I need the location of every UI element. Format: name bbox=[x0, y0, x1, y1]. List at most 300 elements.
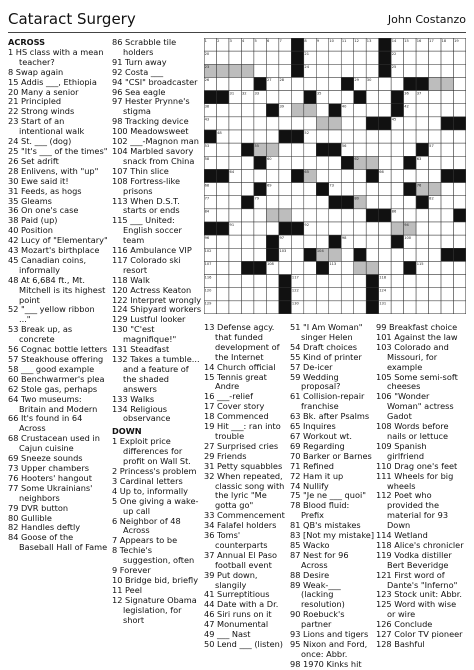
grid-cell[interactable] bbox=[404, 51, 416, 64]
grid-cell-black bbox=[379, 209, 391, 222]
grid-cell[interactable] bbox=[304, 196, 316, 209]
grid-cell-shaded[interactable] bbox=[279, 209, 291, 222]
grid-cell[interactable] bbox=[266, 196, 278, 209]
grid-cell[interactable] bbox=[404, 275, 416, 288]
grid-cell[interactable] bbox=[366, 222, 378, 235]
grid-cell[interactable] bbox=[229, 117, 241, 130]
grid-cell[interactable] bbox=[429, 209, 441, 222]
grid-cell[interactable] bbox=[229, 248, 241, 261]
grid-cell[interactable] bbox=[254, 209, 266, 222]
grid-cell[interactable] bbox=[404, 143, 416, 156]
grid-cell[interactable] bbox=[229, 235, 241, 248]
grid-cell[interactable] bbox=[304, 117, 316, 130]
grid-cell[interactable] bbox=[329, 51, 341, 64]
grid-cell[interactable] bbox=[279, 143, 291, 156]
grid-cell[interactable] bbox=[316, 222, 328, 235]
grid-cell[interactable] bbox=[416, 275, 428, 288]
grid-cell-shaded[interactable] bbox=[304, 104, 316, 117]
grid-cell[interactable] bbox=[454, 104, 466, 117]
grid-cell[interactable] bbox=[354, 51, 366, 64]
grid-cell[interactable] bbox=[441, 91, 453, 104]
grid-cell[interactable] bbox=[241, 117, 253, 130]
grid-cell[interactable] bbox=[391, 130, 403, 143]
grid-cell-number: 79 bbox=[254, 196, 260, 201]
grid-cell[interactable] bbox=[404, 64, 416, 77]
grid-cell[interactable] bbox=[229, 183, 241, 196]
grid-cell[interactable] bbox=[316, 104, 328, 117]
grid-cell[interactable] bbox=[354, 143, 366, 156]
grid-cell[interactable] bbox=[404, 301, 416, 314]
grid-cell[interactable] bbox=[241, 51, 253, 64]
grid-svg[interactable] bbox=[204, 38, 466, 314]
grid-cell[interactable] bbox=[379, 248, 391, 261]
grid-cell[interactable] bbox=[229, 196, 241, 209]
grid-cell[interactable] bbox=[441, 288, 453, 301]
grid-cell[interactable] bbox=[279, 183, 291, 196]
grid-cell[interactable] bbox=[454, 301, 466, 314]
grid-cell[interactable] bbox=[216, 301, 228, 314]
grid-cell[interactable] bbox=[229, 156, 241, 169]
grid-cell[interactable] bbox=[329, 222, 341, 235]
grid-cell[interactable] bbox=[316, 130, 328, 143]
grid-cell[interactable] bbox=[416, 301, 428, 314]
grid-cell[interactable] bbox=[229, 143, 241, 156]
grid-cell-number: 64 bbox=[229, 170, 235, 175]
grid-cell[interactable] bbox=[241, 288, 253, 301]
grid-cell[interactable] bbox=[304, 288, 316, 301]
grid-cell[interactable] bbox=[429, 91, 441, 104]
grid-cell[interactable] bbox=[429, 64, 441, 77]
grid-cell[interactable] bbox=[229, 301, 241, 314]
grid-cell[interactable] bbox=[341, 91, 353, 104]
grid-cell[interactable] bbox=[416, 104, 428, 117]
grid-cell[interactable] bbox=[454, 143, 466, 156]
grid-cell[interactable] bbox=[441, 196, 453, 209]
grid-cell[interactable] bbox=[216, 143, 228, 156]
grid-cell[interactable] bbox=[354, 235, 366, 248]
grid-cell[interactable] bbox=[241, 248, 253, 261]
grid-cell[interactable] bbox=[254, 275, 266, 288]
grid-cell[interactable] bbox=[441, 261, 453, 274]
grid-cell[interactable] bbox=[229, 130, 241, 143]
grid-cell[interactable] bbox=[316, 169, 328, 182]
grid-cell[interactable] bbox=[341, 248, 353, 261]
grid-cell[interactable] bbox=[416, 64, 428, 77]
grid-cell[interactable] bbox=[316, 64, 328, 77]
grid-cell[interactable] bbox=[254, 235, 266, 248]
grid-cell-number: 12 bbox=[354, 38, 359, 43]
grid-cell-shaded[interactable] bbox=[441, 77, 453, 90]
grid-cell[interactable] bbox=[454, 51, 466, 64]
grid-cell[interactable] bbox=[316, 288, 328, 301]
grid-cell[interactable] bbox=[429, 301, 441, 314]
grid-cell[interactable] bbox=[366, 91, 378, 104]
grid-cell[interactable] bbox=[429, 248, 441, 261]
grid-cell[interactable] bbox=[329, 301, 341, 314]
grid-cell[interactable] bbox=[391, 275, 403, 288]
grid-cell[interactable] bbox=[279, 156, 291, 169]
grid-cell[interactable] bbox=[266, 222, 278, 235]
grid-cell[interactable] bbox=[391, 183, 403, 196]
grid-cell[interactable] bbox=[304, 143, 316, 156]
grid-cell[interactable] bbox=[241, 77, 253, 90]
grid-cell[interactable] bbox=[354, 64, 366, 77]
grid-cell[interactable] bbox=[454, 91, 466, 104]
clue-item: 79 DVR button bbox=[8, 502, 69, 513]
grid-cell[interactable] bbox=[329, 169, 341, 182]
grid-cell[interactable] bbox=[441, 209, 453, 222]
grid-cell-shaded[interactable] bbox=[354, 261, 366, 274]
grid-cell[interactable] bbox=[291, 117, 303, 130]
grid-cell[interactable] bbox=[391, 248, 403, 261]
grid-cell[interactable] bbox=[279, 64, 291, 77]
grid-cell[interactable] bbox=[416, 130, 428, 143]
grid-cell[interactable] bbox=[454, 156, 466, 169]
grid-cell-black bbox=[379, 64, 391, 77]
grid-cell[interactable] bbox=[241, 130, 253, 143]
grid-cell[interactable] bbox=[316, 235, 328, 248]
grid-cell[interactable] bbox=[416, 51, 428, 64]
grid-cell[interactable] bbox=[241, 235, 253, 248]
grid-cell[interactable] bbox=[354, 209, 366, 222]
grid-cell[interactable] bbox=[291, 91, 303, 104]
grid-cell[interactable] bbox=[354, 183, 366, 196]
grid-cell[interactable] bbox=[304, 209, 316, 222]
grid-cell[interactable] bbox=[379, 143, 391, 156]
grid-cell[interactable] bbox=[216, 235, 228, 248]
grid-cell[interactable] bbox=[429, 104, 441, 117]
grid-cell[interactable] bbox=[254, 288, 266, 301]
grid-cell[interactable] bbox=[216, 183, 228, 196]
grid-cell[interactable] bbox=[441, 104, 453, 117]
grid-cell-shaded[interactable] bbox=[429, 183, 441, 196]
grid-cell[interactable] bbox=[241, 222, 253, 235]
grid-cell[interactable] bbox=[404, 209, 416, 222]
grid-cell[interactable] bbox=[441, 222, 453, 235]
grid-cell[interactable] bbox=[416, 209, 428, 222]
grid-cell[interactable] bbox=[316, 77, 328, 90]
grid-cell[interactable] bbox=[441, 301, 453, 314]
grid-cell[interactable] bbox=[366, 130, 378, 143]
grid-cell[interactable] bbox=[304, 77, 316, 90]
grid-cell[interactable] bbox=[429, 235, 441, 248]
grid-cell[interactable] bbox=[454, 196, 466, 209]
grid-cell[interactable] bbox=[379, 156, 391, 169]
grid-cell[interactable] bbox=[216, 275, 228, 288]
grid-cell[interactable] bbox=[329, 156, 341, 169]
grid-cell[interactable] bbox=[454, 235, 466, 248]
grid-cell[interactable] bbox=[316, 275, 328, 288]
grid-cell[interactable] bbox=[304, 275, 316, 288]
grid-cell[interactable] bbox=[354, 275, 366, 288]
grid-cell-shaded[interactable] bbox=[266, 209, 278, 222]
clue-item: 124 Shipyard workers bbox=[112, 304, 202, 315]
grid-cell[interactable] bbox=[379, 222, 391, 235]
grid-cell[interactable] bbox=[416, 169, 428, 182]
grid-cell[interactable] bbox=[279, 51, 291, 64]
grid-cell[interactable] bbox=[366, 64, 378, 77]
grid-cell[interactable] bbox=[379, 91, 391, 104]
grid-cell-shaded[interactable] bbox=[266, 143, 278, 156]
grid-cell[interactable] bbox=[304, 261, 316, 274]
grid-cell[interactable] bbox=[241, 275, 253, 288]
grid-cell[interactable] bbox=[279, 261, 291, 274]
grid-cell[interactable] bbox=[216, 196, 228, 209]
grid-cell[interactable] bbox=[241, 169, 253, 182]
grid-cell[interactable] bbox=[341, 169, 353, 182]
grid-cell[interactable] bbox=[416, 248, 428, 261]
grid-cell[interactable] bbox=[391, 261, 403, 274]
grid-cell[interactable] bbox=[291, 77, 303, 90]
grid-cell[interactable] bbox=[304, 301, 316, 314]
grid-cell[interactable] bbox=[429, 117, 441, 130]
grid-cell[interactable] bbox=[366, 248, 378, 261]
grid-cell[interactable] bbox=[379, 77, 391, 90]
grid-cell[interactable] bbox=[379, 261, 391, 274]
grid-cell[interactable] bbox=[241, 209, 253, 222]
grid-cell[interactable] bbox=[266, 288, 278, 301]
grid-cell-shaded[interactable] bbox=[366, 261, 378, 274]
grid-cell[interactable] bbox=[429, 130, 441, 143]
grid-cell[interactable] bbox=[216, 248, 228, 261]
grid-cell[interactable] bbox=[341, 64, 353, 77]
grid-cell[interactable] bbox=[291, 196, 303, 209]
grid-cell[interactable] bbox=[454, 130, 466, 143]
grid-cell[interactable] bbox=[329, 91, 341, 104]
grid-cell[interactable] bbox=[279, 91, 291, 104]
grid-cell[interactable] bbox=[329, 288, 341, 301]
grid-cell[interactable] bbox=[379, 196, 391, 209]
grid-cell[interactable] bbox=[341, 117, 353, 130]
grid-cell[interactable] bbox=[391, 301, 403, 314]
grid-cell[interactable] bbox=[416, 222, 428, 235]
grid-cell[interactable] bbox=[291, 261, 303, 274]
grid-cell[interactable] bbox=[291, 156, 303, 169]
grid-cell[interactable] bbox=[441, 130, 453, 143]
grid-cell[interactable] bbox=[454, 275, 466, 288]
grid-cell[interactable] bbox=[291, 248, 303, 261]
grid-cell[interactable] bbox=[404, 117, 416, 130]
grid-cell[interactable] bbox=[366, 196, 378, 209]
grid-cell[interactable] bbox=[404, 196, 416, 209]
grid-cell-number: 3 bbox=[229, 38, 232, 43]
grid-cell[interactable] bbox=[254, 130, 266, 143]
grid-cell[interactable] bbox=[429, 222, 441, 235]
grid-cell[interactable] bbox=[254, 51, 266, 64]
grid-cell[interactable] bbox=[279, 169, 291, 182]
grid-cell[interactable] bbox=[341, 275, 353, 288]
grid-cell[interactable] bbox=[429, 169, 441, 182]
grid-cell[interactable] bbox=[429, 261, 441, 274]
grid-cell[interactable] bbox=[441, 156, 453, 169]
grid-cell[interactable] bbox=[366, 51, 378, 64]
grid-cell[interactable] bbox=[416, 288, 428, 301]
grid-cell[interactable] bbox=[254, 169, 266, 182]
grid-cell[interactable] bbox=[391, 156, 403, 169]
grid-cell-shaded[interactable] bbox=[329, 117, 341, 130]
grid-cell[interactable] bbox=[291, 143, 303, 156]
grid-cell-shaded[interactable] bbox=[241, 64, 253, 77]
grid-cell[interactable] bbox=[316, 51, 328, 64]
grid-cell-black bbox=[291, 169, 303, 182]
grid-cell[interactable] bbox=[229, 51, 241, 64]
grid-cell[interactable] bbox=[429, 51, 441, 64]
grid-cell[interactable] bbox=[404, 130, 416, 143]
grid-cell[interactable] bbox=[266, 64, 278, 77]
grid-cell-shaded[interactable] bbox=[329, 248, 341, 261]
grid-cell[interactable] bbox=[354, 222, 366, 235]
grid-cell[interactable] bbox=[216, 288, 228, 301]
grid-cell[interactable] bbox=[429, 275, 441, 288]
grid-cell[interactable] bbox=[229, 275, 241, 288]
grid-cell[interactable] bbox=[254, 301, 266, 314]
grid-cell[interactable] bbox=[391, 196, 403, 209]
grid-cell[interactable] bbox=[254, 222, 266, 235]
clue-item: 87 Nest for 96 Across bbox=[290, 549, 349, 570]
grid-cell[interactable] bbox=[341, 261, 353, 274]
clue-item: 7 Appears to be bbox=[112, 535, 178, 546]
grid-cell-shaded[interactable] bbox=[366, 156, 378, 169]
grid-cell[interactable] bbox=[391, 143, 403, 156]
grid-cell[interactable] bbox=[354, 130, 366, 143]
grid-cell[interactable] bbox=[216, 156, 228, 169]
clues-column-2 bbox=[112, 38, 202, 625]
grid-cell[interactable] bbox=[341, 301, 353, 314]
grid-cell[interactable] bbox=[341, 209, 353, 222]
grid-cell[interactable] bbox=[416, 117, 428, 130]
grid-cell[interactable] bbox=[454, 64, 466, 77]
grid-cell[interactable] bbox=[266, 51, 278, 64]
grid-cell[interactable] bbox=[266, 301, 278, 314]
grid-cell[interactable] bbox=[341, 183, 353, 196]
grid-cell[interactable] bbox=[266, 275, 278, 288]
grid-cell[interactable] bbox=[316, 156, 328, 169]
grid-cell[interactable] bbox=[266, 169, 278, 182]
grid-cell[interactable] bbox=[404, 288, 416, 301]
grid-cell[interactable] bbox=[241, 156, 253, 169]
grid-cell[interactable] bbox=[404, 169, 416, 182]
grid-cell[interactable] bbox=[241, 301, 253, 314]
grid-cell[interactable] bbox=[366, 183, 378, 196]
grid-cell[interactable] bbox=[316, 196, 328, 209]
grid-cell[interactable] bbox=[266, 91, 278, 104]
grid-cell-shaded[interactable] bbox=[391, 222, 403, 235]
grid-cell-shaded[interactable] bbox=[216, 64, 228, 77]
grid-cell[interactable] bbox=[441, 235, 453, 248]
grid-cell[interactable] bbox=[241, 183, 253, 196]
grid-cell[interactable] bbox=[366, 143, 378, 156]
grid-cell-black bbox=[341, 77, 353, 90]
grid-cell[interactable] bbox=[354, 288, 366, 301]
grid-cell[interactable] bbox=[229, 77, 241, 90]
grid-cell[interactable] bbox=[341, 222, 353, 235]
grid-cell[interactable] bbox=[354, 104, 366, 117]
grid-cell[interactable] bbox=[216, 77, 228, 90]
grid-cell[interactable] bbox=[354, 301, 366, 314]
grid-cell[interactable] bbox=[316, 301, 328, 314]
grid-cell[interactable] bbox=[429, 156, 441, 169]
grid-cell[interactable] bbox=[379, 235, 391, 248]
grid-cell[interactable] bbox=[304, 235, 316, 248]
grid-cell[interactable] bbox=[304, 156, 316, 169]
grid-cell[interactable] bbox=[216, 209, 228, 222]
grid-cell[interactable] bbox=[329, 130, 341, 143]
grid-cell[interactable] bbox=[391, 77, 403, 90]
grid-cell[interactable] bbox=[291, 183, 303, 196]
grid-cell[interactable] bbox=[329, 209, 341, 222]
grid-cell[interactable] bbox=[279, 117, 291, 130]
grid-cell-shaded[interactable] bbox=[316, 117, 328, 130]
grid-cell[interactable] bbox=[341, 130, 353, 143]
grid-cell-number: 117 bbox=[291, 275, 299, 280]
grid-cell[interactable] bbox=[416, 235, 428, 248]
grid-cell[interactable] bbox=[454, 222, 466, 235]
grid-cell[interactable] bbox=[216, 104, 228, 117]
grid-cell[interactable] bbox=[391, 169, 403, 182]
grid-cell[interactable] bbox=[291, 235, 303, 248]
grid-cell[interactable] bbox=[454, 261, 466, 274]
grid-cell[interactable] bbox=[266, 130, 278, 143]
grid-cell[interactable] bbox=[454, 183, 466, 196]
crossword-grid[interactable] bbox=[204, 38, 466, 314]
grid-cell[interactable] bbox=[429, 288, 441, 301]
grid-cell[interactable] bbox=[454, 77, 466, 90]
grid-cell[interactable] bbox=[366, 235, 378, 248]
grid-cell[interactable] bbox=[266, 117, 278, 130]
grid-cell[interactable] bbox=[254, 104, 266, 117]
grid-cell[interactable] bbox=[254, 248, 266, 261]
grid-cell[interactable] bbox=[441, 275, 453, 288]
grid-cell[interactable] bbox=[216, 117, 228, 130]
grid-cell[interactable] bbox=[341, 288, 353, 301]
grid-cell[interactable] bbox=[216, 261, 228, 274]
grid-cell[interactable] bbox=[354, 169, 366, 182]
grid-cell[interactable] bbox=[291, 209, 303, 222]
grid-cell[interactable] bbox=[329, 64, 341, 77]
grid-cell-shaded[interactable] bbox=[291, 104, 303, 117]
grid-cell[interactable] bbox=[216, 51, 228, 64]
grid-cell[interactable] bbox=[354, 117, 366, 130]
clue-item: 37 Annual El Paso football event bbox=[204, 549, 277, 570]
grid-cell-shaded[interactable] bbox=[429, 77, 441, 90]
grid-cell[interactable] bbox=[229, 288, 241, 301]
grid-cell[interactable] bbox=[329, 275, 341, 288]
grid-cell[interactable] bbox=[241, 104, 253, 117]
grid-cell[interactable] bbox=[229, 209, 241, 222]
grid-cell[interactable] bbox=[254, 117, 266, 130]
grid-cell[interactable] bbox=[229, 104, 241, 117]
grid-cell[interactable] bbox=[441, 143, 453, 156]
grid-cell[interactable] bbox=[379, 104, 391, 117]
grid-cell[interactable] bbox=[329, 77, 341, 90]
grid-cell[interactable] bbox=[391, 288, 403, 301]
grid-cell[interactable] bbox=[279, 196, 291, 209]
grid-cell[interactable] bbox=[366, 104, 378, 117]
grid-cell[interactable] bbox=[441, 64, 453, 77]
grid-cell[interactable] bbox=[304, 183, 316, 196]
grid-cell[interactable] bbox=[316, 209, 328, 222]
grid-cell[interactable] bbox=[379, 130, 391, 143]
grid-cell[interactable] bbox=[254, 64, 266, 77]
grid-cell[interactable] bbox=[229, 261, 241, 274]
grid-cell[interactable] bbox=[441, 51, 453, 64]
grid-cell[interactable] bbox=[341, 51, 353, 64]
grid-cell[interactable] bbox=[404, 248, 416, 261]
grid-cell-shaded[interactable] bbox=[229, 64, 241, 77]
grid-cell[interactable] bbox=[441, 183, 453, 196]
grid-cell[interactable] bbox=[379, 183, 391, 196]
grid-cell[interactable] bbox=[454, 288, 466, 301]
